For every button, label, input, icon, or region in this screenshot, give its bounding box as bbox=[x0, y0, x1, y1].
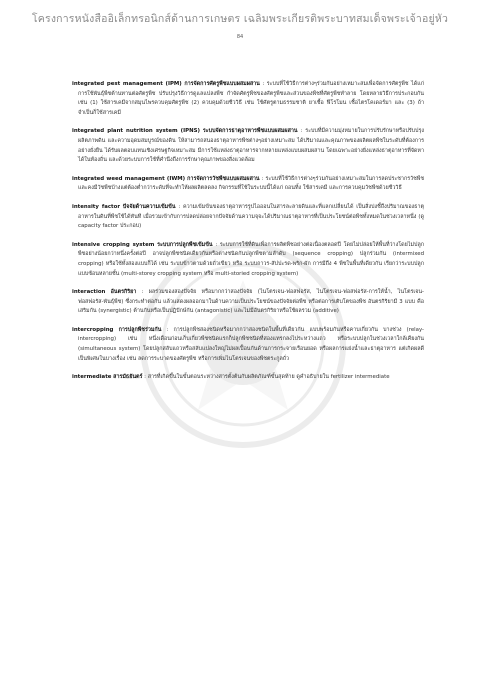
entry-thai-term: การจัดการวัชพืชแบบผสมผสาน bbox=[187, 175, 260, 182]
glossary-entries bbox=[72, 80, 424, 392]
entry-thai-term: สารมัธยันตร์ bbox=[113, 374, 143, 381]
glossary-entry bbox=[72, 373, 424, 383]
glossary-entry bbox=[72, 203, 424, 232]
entry-thai-term: ปัจจัยด้านความเข้มข้น bbox=[122, 203, 176, 210]
entry-definition: : ระบบที่มีความมุ่งหมายในการปรับรักษาหรือปรับปรุงผลิตภาพดิน และความอุดมสมบูรณ์ของดิน ให้สามารถสนองธาตุอาหารพืชต่างๆอย่างเหมาะสม ได้ปริมาณและคุณภาพของผลิตผลพืชในระดับที่ต้องการอย่างยั่งยืน ได้รับผลตอบแทนเชิงเศรษฐกิจเหมาะสม มีการใช้แหล่งธาตุอาหารจากหลายแหล่งแบบผสมผสาน โดยเฉพาะอย่างยิ่งแหล่งธาตุอาหารที่จัดหาได้ในท้องถิ่น และด้วยระบบการใช้ที่คำนึงถึงการรักษาคุณภาพของสิ่งแวดล้อม bbox=[78, 128, 425, 164]
entry-term: integrated weed management (IWM) bbox=[72, 175, 186, 182]
entry-definition: : ความเข้มข้นของธาตุอาหารรูปไอออนในสารละลายดินและที่แลกเปลี่ยนได้ เป็นสิ่งบ่งชี้ถึงปริมาณของธาตุอาหารในดินที่พืชใช้ได้ทันที เมื่อรวมเข้ากับการปลดปล่อยจากปัจจัยด้านความจุจะได้ปริมาณธาตุอาหารที่เป็นประโยชน์ต่อพืชทั้งหมดในช่วงเวลาหนึ่ง (ดู capacity factor ประกอบ) bbox=[78, 203, 425, 230]
entry-term: integrated pest management (IPM) bbox=[72, 81, 182, 87]
page-number: 84 bbox=[236, 34, 244, 40]
glossary-entry bbox=[72, 241, 424, 279]
entry-definition: : ระบบที่ใช้วิธีการต่างๆร่วมกันอย่างเหมาะสมเพื่อจัดการศัตรูพืช ได้แก่ การใช้พันธุ์พืชต้านทานต่อศัตรูพืช ปรับปรุงวิธีการดูแลแปลงพืช กำจัดศัตรูพืชของศัตรูพืชและส่วนของพืชที่ศัตรูพืชทำลาย โดยหลายวิธีการประกอบกัน เช่น (1) ใช้สารเคมีจากสมุนไพรควบคุมศัตรูพืช (2) ควบคุมด้วยชีววิธี เช่น ใช้ศัตรูตามธรรมชาติ ยาเชื้อ ฟีโรโมน เชื้อไตรโคเดอร์มา และ (3) ถ้าจำเป็นก็ใช้สารเคมี bbox=[78, 81, 424, 116]
entry-definition: : การปลูกพืชสองชนิดหรือมากกว่าสองชนิดในพื้นที่เดียวกัน แบบพร้อมกันหรือคาบเกี่ยวกัน บางช่วง (relay-intercropping) เช่น หนึ่งเดือนก่อนเก็บเกี่ยวพืชชนิดแรกก็ปลูกพืชชนิดที่สองแทรกลงไประหว่างแถว หรือระบบปลูกในช่วงเวลาใกล้เคียงกัน (simultaneous system) โดยปลูกสลับแถวหรือสลับแปลงใหญ่ไม่ผลเปื้อนกันด้านการกระจายเรือนยอด หรือผลการแย่งน้ำและธาตุอาหาร แต่เกิดผลดีเป็นพิเศษในบางเรื่อง เช่น ลดการระบาดของศัตรูพืช หรือการเพิ่มไนโตรเจนของพืชตระกูลถั่ว bbox=[78, 326, 425, 362]
glossary-entry bbox=[72, 175, 424, 194]
entry-definition: : ระบบการใช้ที่ดินเพื่อการผลิตพืชอย่างต่อเนื่องตลอดปี โดยไม่ปล่อยให้พื้นที่ว่างโดยไม่ปลูกพืชอย่างน้อยกว่าหนึ่งครั้งต่อปี อาจปลูกพืชชนิดเดียวกันหรือต่างชนิดกันปลูกพืชตามลำดับ (sequence cropping) ปลูกร่วมกัน (intermixed cropping) หรือใช้ทั้งสองแบบก็ได้ เช่น ระบบข้าวตามด้วยถั่วเขียว หรือ ระบบถาวร-สัปปะรด-พริก-ผัก การมีถึง 4 พืชในพื้นที่เดียวกัน เรียกว่าระบบปลูกแบบซ้อนหลายชั้น (multi-storey cropping system หรือ multi-storied cropping system) bbox=[78, 241, 425, 277]
entry-definition: : สารที่เกิดขึ้นในขั้นตอนระหว่างสารตั้งต้นกับผลิตภัณฑ์ขั้นสุดท้าย ดูคำอธิบายใน fertilizer intermediate bbox=[144, 374, 390, 381]
entry-thai-term: อันตรกิริยา bbox=[110, 289, 137, 296]
entry-thai-term: ระบบการปลูกพืชเข้มข้น bbox=[157, 241, 213, 248]
entry-term: intercropping bbox=[72, 326, 114, 333]
glossary-entry bbox=[72, 127, 424, 165]
glossary-entry bbox=[72, 326, 424, 364]
entry-thai-term: การจัดการศัตรูพืชแบบผสมผสาน bbox=[184, 81, 260, 87]
entry-term: integrated plant nutrition system (IPNS) bbox=[72, 128, 200, 135]
glossary-entry bbox=[72, 288, 424, 317]
entry-thai-term: ระบบจัดการธาตุอาหารพืชแบบผสมผสาน bbox=[202, 128, 298, 135]
entry-term: intermediate bbox=[72, 374, 112, 381]
entry-term: intensity factor bbox=[72, 203, 120, 210]
entry-term: intensive cropping system bbox=[72, 241, 155, 248]
glossary-entry bbox=[72, 80, 424, 118]
entry-definition: : ผลร่วมของสองปัจจัย หรือมากกว่าสองปัจจัย (ไนโตรเจน-ฟอสฟอรัส, ไนโตรเจน-ฟอสฟอรัส-การให้น้ำ, ไนโตรเจน-ฟอสฟอรัส-พันธุ์พืช) ซึ่งกระทำต่อกัน แล้วแสดงผลออกมาในด้านความเป็นประโยชน์ของปัจจัยต่อพืช หรือต่อการเติบโตของพืช อันตรกิริยามี 3 แบบ คือ เสริมกัน (synergistic) ต้านกันหรือเป็นปฏิปักษ์กัน (antagonistic) และไม่มีอันตรกิริยาหรือใช้ผลรวม (additive) bbox=[78, 289, 424, 315]
running-header: โครงการหนังสืออิเล็กทรอนิกส์ด้านการเกษตร เฉลิมพระเกียรติพระบาทสมเด็จพระเจ้าอยู่หัว bbox=[31, 13, 449, 25]
entry-thai-term: การปลูกพืชร่วมกัน bbox=[118, 326, 162, 333]
entry-definition: : ระบบที่ใช้วิธีการต่างๆร่วมกันอย่างเหมาะสมในการลดประชากรวัชพืช และคงมีวัชพืชบ้างแต่ต้องต่ำกว่าระดับที่จะทำให้ผลผลิตลดลง กิจกรรมที่ใช้ในระบบนี้ได้แก่ ถอนทิ้ง ใช้สารเคมี และการควบคุมวัชพืชด้วยชีววิธี bbox=[78, 175, 424, 192]
entry-term: interaction bbox=[72, 289, 106, 296]
